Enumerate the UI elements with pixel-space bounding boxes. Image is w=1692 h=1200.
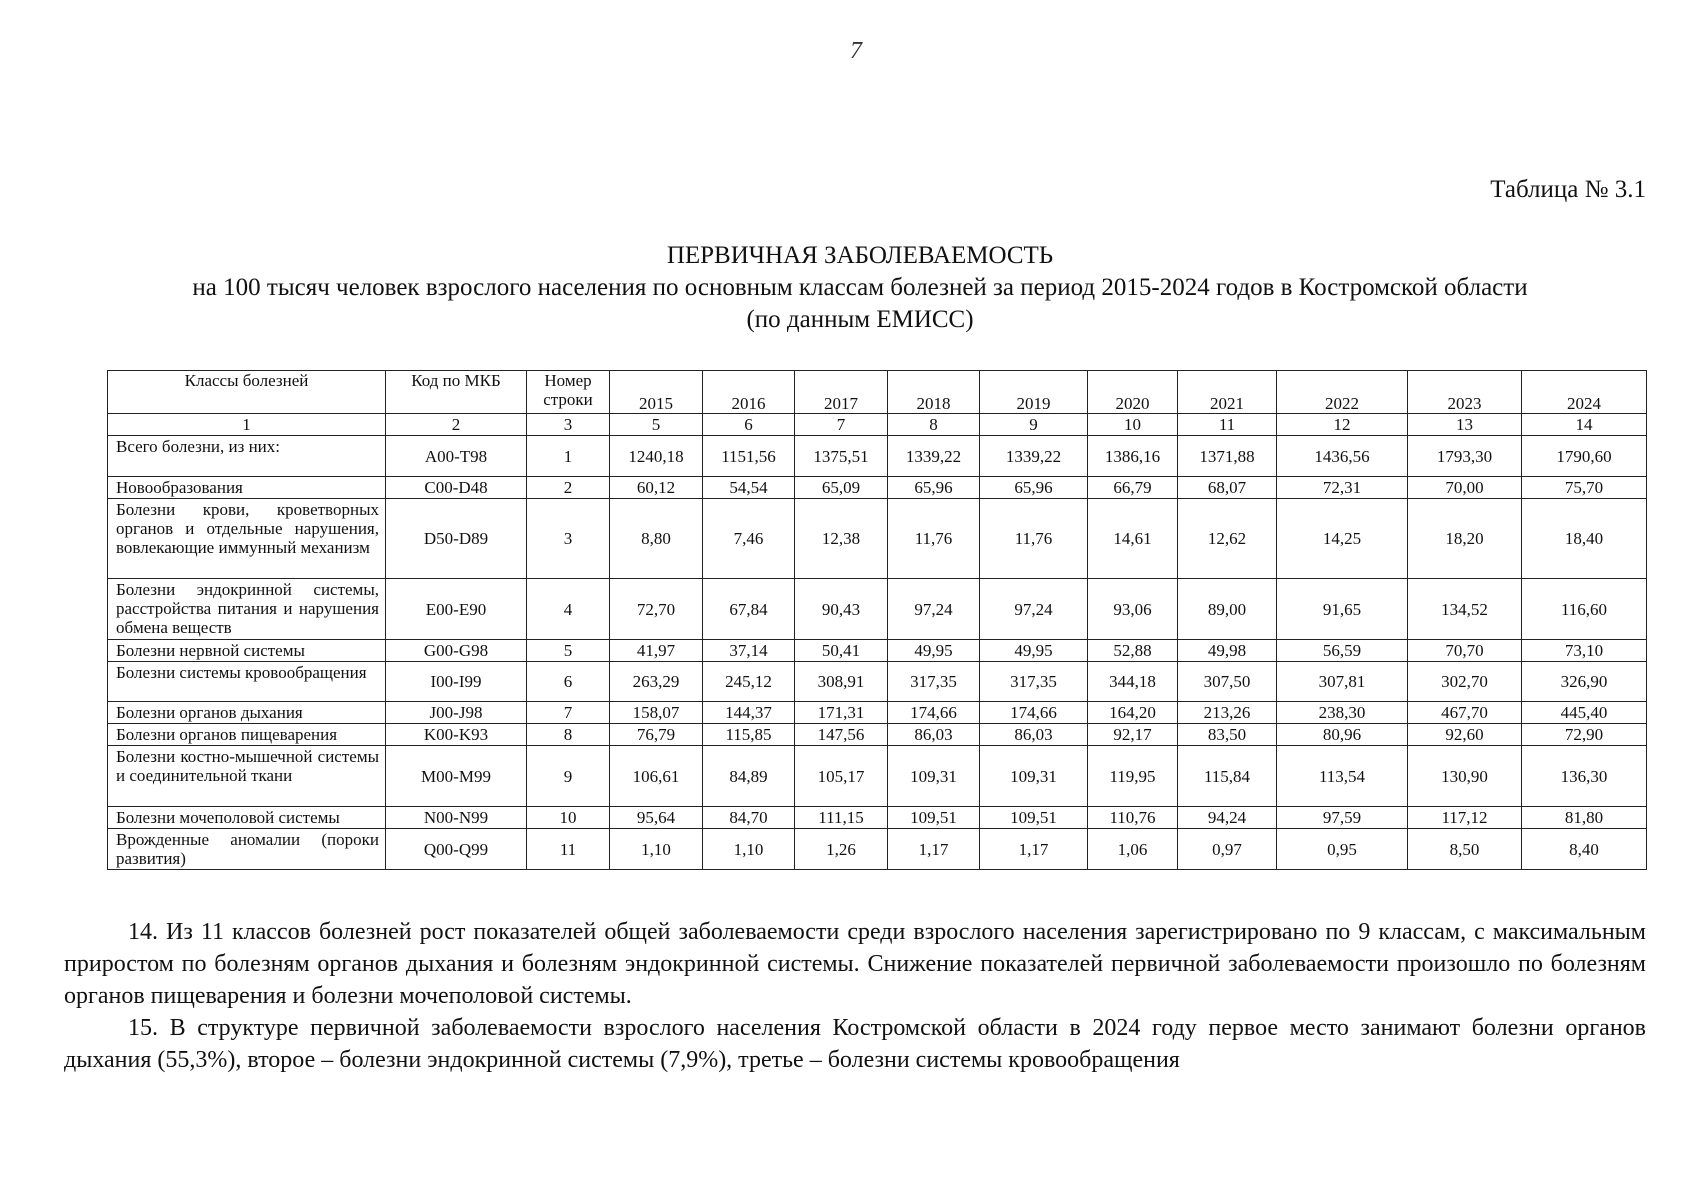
value-cell: 136,30 [1522,746,1647,807]
icd-code: D50-D89 [386,499,527,579]
value-cell: 70,00 [1408,477,1522,499]
value-cell: 91,65 [1277,579,1408,640]
value-cell: 1,10 [703,829,795,870]
row-number: 2 [527,477,610,499]
disease-class: Болезни системы кровообращения [108,662,386,702]
title-line-3: (по данным ЕМИСС) [746,306,974,333]
column-number: 6 [703,414,795,436]
value-cell: 171,31 [795,702,888,724]
value-cell: 14,25 [1277,499,1408,579]
table-row [108,829,1647,870]
row-number: 3 [527,499,610,579]
value-cell: 115,85 [703,724,795,746]
value-cell: 89,00 [1178,579,1277,640]
value-cell: 14,61 [1088,499,1178,579]
value-cell: 109,51 [980,807,1088,829]
value-cell: 81,80 [1522,807,1647,829]
disease-class: Болезни крови, кроветворных органов и отдельные нарушения, вовлекающие иммунный механизм [108,499,386,579]
value-cell: 144,37 [703,702,795,724]
value-cell: 72,31 [1277,477,1408,499]
icd-code: E00-E90 [386,579,527,640]
row-number: 7 [527,702,610,724]
value-cell: 37,14 [703,640,795,662]
value-cell: 445,40 [1522,702,1647,724]
value-cell: 113,54 [1277,746,1408,807]
table-row [108,724,1647,746]
body-text [64,916,1646,1076]
row-number: 11 [527,829,610,870]
column-header: 2018 [888,371,980,414]
column-header: 2015 [610,371,703,414]
value-cell: 7,46 [703,499,795,579]
value-cell: 56,59 [1277,640,1408,662]
disease-class: Болезни костно-мышечной системы и соединительной ткани [108,746,386,807]
value-cell: 49,98 [1178,640,1277,662]
value-cell: 97,59 [1277,807,1408,829]
row-number: 10 [527,807,610,829]
value-cell: 97,24 [888,579,980,640]
page-number: 7 [850,38,862,64]
value-cell: 73,10 [1522,640,1647,662]
value-cell: 52,88 [1088,640,1178,662]
disease-class: Новообразования [108,477,386,499]
icd-code: I00-I99 [386,662,527,702]
row-number: 5 [527,640,610,662]
value-cell: 1339,22 [980,436,1088,477]
column-number: 13 [1408,414,1522,436]
row-number: 4 [527,579,610,640]
value-cell: 1436,56 [1277,436,1408,477]
title-line-2: на 100 тысяч человек взрослого населения по основным классам болезней за период 2015-2024 годов в Костромской области [192,274,1528,301]
value-cell: 1793,30 [1408,436,1522,477]
value-cell: 1371,88 [1178,436,1277,477]
value-cell: 302,70 [1408,662,1522,702]
value-cell: 90,43 [795,579,888,640]
title-line-1: ПЕРВИЧНАЯ ЗАБОЛЕВАЕМОСТЬ [666,242,1054,269]
icd-code: N00-N99 [386,807,527,829]
value-cell: 66,79 [1088,477,1178,499]
value-cell: 105,17 [795,746,888,807]
value-cell: 92,60 [1408,724,1522,746]
table-row [108,746,1647,807]
value-cell: 213,26 [1178,702,1277,724]
value-cell: 109,31 [888,746,980,807]
value-cell: 245,12 [703,662,795,702]
value-cell: 83,50 [1178,724,1277,746]
value-cell: 8,40 [1522,829,1647,870]
paragraph-14: 14. Из 11 классов болезней рост показателей общей заболеваемости среди взрослого населения зарегистрировано по 9 классам, с максимальным приростом по болезням органов дыхания и болезням эндокринной системы. Снижение показателей первичной заболеваемости произошло по болезням органов пищеварения и болезни мочеполовой системы. [64,919,1646,1009]
value-cell: 164,20 [1088,702,1178,724]
value-cell: 49,95 [980,640,1088,662]
table-title [80,240,1640,336]
value-cell: 95,64 [610,807,703,829]
value-cell: 11,76 [888,499,980,579]
value-cell: 18,40 [1522,499,1647,579]
table-row [108,702,1647,724]
column-number: 14 [1522,414,1647,436]
value-cell: 8,80 [610,499,703,579]
row-number: 8 [527,724,610,746]
value-cell: 92,17 [1088,724,1178,746]
column-number: 9 [980,414,1088,436]
column-header: 2020 [1088,371,1178,414]
icd-code: C00-D48 [386,477,527,499]
value-cell: 119,95 [1088,746,1178,807]
column-number: 2 [386,414,527,436]
table-row [108,477,1647,499]
value-cell: 1,26 [795,829,888,870]
value-cell: 130,90 [1408,746,1522,807]
value-cell: 72,70 [610,579,703,640]
column-number: 5 [610,414,703,436]
value-cell: 1151,56 [703,436,795,477]
value-cell: 263,29 [610,662,703,702]
column-header: 2017 [795,371,888,414]
value-cell: 109,31 [980,746,1088,807]
column-number: 7 [795,414,888,436]
value-cell: 94,24 [1178,807,1277,829]
column-number: 8 [888,414,980,436]
value-cell: 115,84 [1178,746,1277,807]
row-number: 6 [527,662,610,702]
table-label: Таблица № 3.1 [1490,176,1646,203]
value-cell: 54,54 [703,477,795,499]
header-row [108,371,1647,414]
value-cell: 0,97 [1178,829,1277,870]
disease-class: Болезни мочеполовой системы [108,807,386,829]
value-cell: 109,51 [888,807,980,829]
value-cell: 72,90 [1522,724,1647,746]
disease-class: Болезни нервной системы [108,640,386,662]
disease-class: Врожденные аномалии (пороки развития) [108,829,386,870]
disease-class: Болезни эндокринной системы, расстройства питания и нарушения обмена веществ [108,579,386,640]
value-cell: 1790,60 [1522,436,1647,477]
value-cell: 84,70 [703,807,795,829]
value-cell: 50,41 [795,640,888,662]
value-cell: 111,15 [795,807,888,829]
row-number: 1 [527,436,610,477]
value-cell: 49,95 [888,640,980,662]
value-cell: 70,70 [1408,640,1522,662]
column-header: 2016 [703,371,795,414]
value-cell: 41,97 [610,640,703,662]
value-cell: 1375,51 [795,436,888,477]
value-cell: 158,07 [610,702,703,724]
value-cell: 326,90 [1522,662,1647,702]
value-cell: 308,91 [795,662,888,702]
column-number: 3 [527,414,610,436]
disease-class: Всего болезни, из них: [108,436,386,477]
value-cell: 317,35 [980,662,1088,702]
row-number: 9 [527,746,610,807]
column-number: 11 [1178,414,1277,436]
value-cell: 117,12 [1408,807,1522,829]
column-header: 2021 [1178,371,1277,414]
value-cell: 75,70 [1522,477,1647,499]
icd-code: J00-J98 [386,702,527,724]
paragraph-15: 15. В структуре первичной заболеваемости взрослого населения Костромской области в 2024 году первое место занимают болезни органов дыхания (55,3%), второе – болезни эндокринной системы (7,9%), третье – болезни системы кровообращения [64,1015,1646,1073]
icd-code: A00-T98 [386,436,527,477]
value-cell: 174,66 [888,702,980,724]
value-cell: 84,89 [703,746,795,807]
value-cell: 1,17 [888,829,980,870]
value-cell: 65,09 [795,477,888,499]
column-number: 1 [108,414,386,436]
icd-code: M00-M99 [386,746,527,807]
value-cell: 1339,22 [888,436,980,477]
icd-code: Q00-Q99 [386,829,527,870]
value-cell: 1,10 [610,829,703,870]
column-header: 2019 [980,371,1088,414]
value-cell: 97,24 [980,579,1088,640]
column-number-row [108,414,1647,436]
value-cell: 110,76 [1088,807,1178,829]
value-cell: 307,81 [1277,662,1408,702]
value-cell: 116,60 [1522,579,1647,640]
value-cell: 18,20 [1408,499,1522,579]
disease-class: Болезни органов пищеварения [108,724,386,746]
value-cell: 1,17 [980,829,1088,870]
value-cell: 134,52 [1408,579,1522,640]
table-body [108,371,1647,870]
value-cell: 174,66 [980,702,1088,724]
value-cell: 65,96 [980,477,1088,499]
column-header: Классы болезней [108,371,386,414]
value-cell: 65,96 [888,477,980,499]
value-cell: 67,84 [703,579,795,640]
value-cell: 60,12 [610,477,703,499]
table-row [108,662,1647,702]
value-cell: 147,56 [795,724,888,746]
value-cell: 11,76 [980,499,1088,579]
column-number: 10 [1088,414,1178,436]
value-cell: 80,96 [1277,724,1408,746]
column-number: 12 [1277,414,1408,436]
value-cell: 344,18 [1088,662,1178,702]
value-cell: 68,07 [1178,477,1277,499]
value-cell: 93,06 [1088,579,1178,640]
column-header: Код по МКБ [386,371,527,414]
value-cell: 8,50 [1408,829,1522,870]
value-cell: 1386,16 [1088,436,1178,477]
column-header: Номер строки [527,371,610,414]
value-cell: 86,03 [888,724,980,746]
column-header: 2022 [1277,371,1408,414]
icd-code: K00-K93 [386,724,527,746]
value-cell: 467,70 [1408,702,1522,724]
value-cell: 238,30 [1277,702,1408,724]
table-row [108,807,1647,829]
value-cell: 12,62 [1178,499,1277,579]
value-cell: 0,95 [1277,829,1408,870]
value-cell: 317,35 [888,662,980,702]
value-cell: 12,38 [795,499,888,579]
value-cell: 76,79 [610,724,703,746]
table-row [108,499,1647,579]
column-header: 2023 [1408,371,1522,414]
table-row [108,640,1647,662]
value-cell: 106,61 [610,746,703,807]
value-cell: 1240,18 [610,436,703,477]
disease-class: Болезни органов дыхания [108,702,386,724]
morbidity-table [107,370,1647,870]
icd-code: G00-G98 [386,640,527,662]
value-cell: 86,03 [980,724,1088,746]
column-header: 2024 [1522,371,1647,414]
table-row [108,579,1647,640]
value-cell: 1,06 [1088,829,1178,870]
table-row [108,436,1647,477]
value-cell: 307,50 [1178,662,1277,702]
